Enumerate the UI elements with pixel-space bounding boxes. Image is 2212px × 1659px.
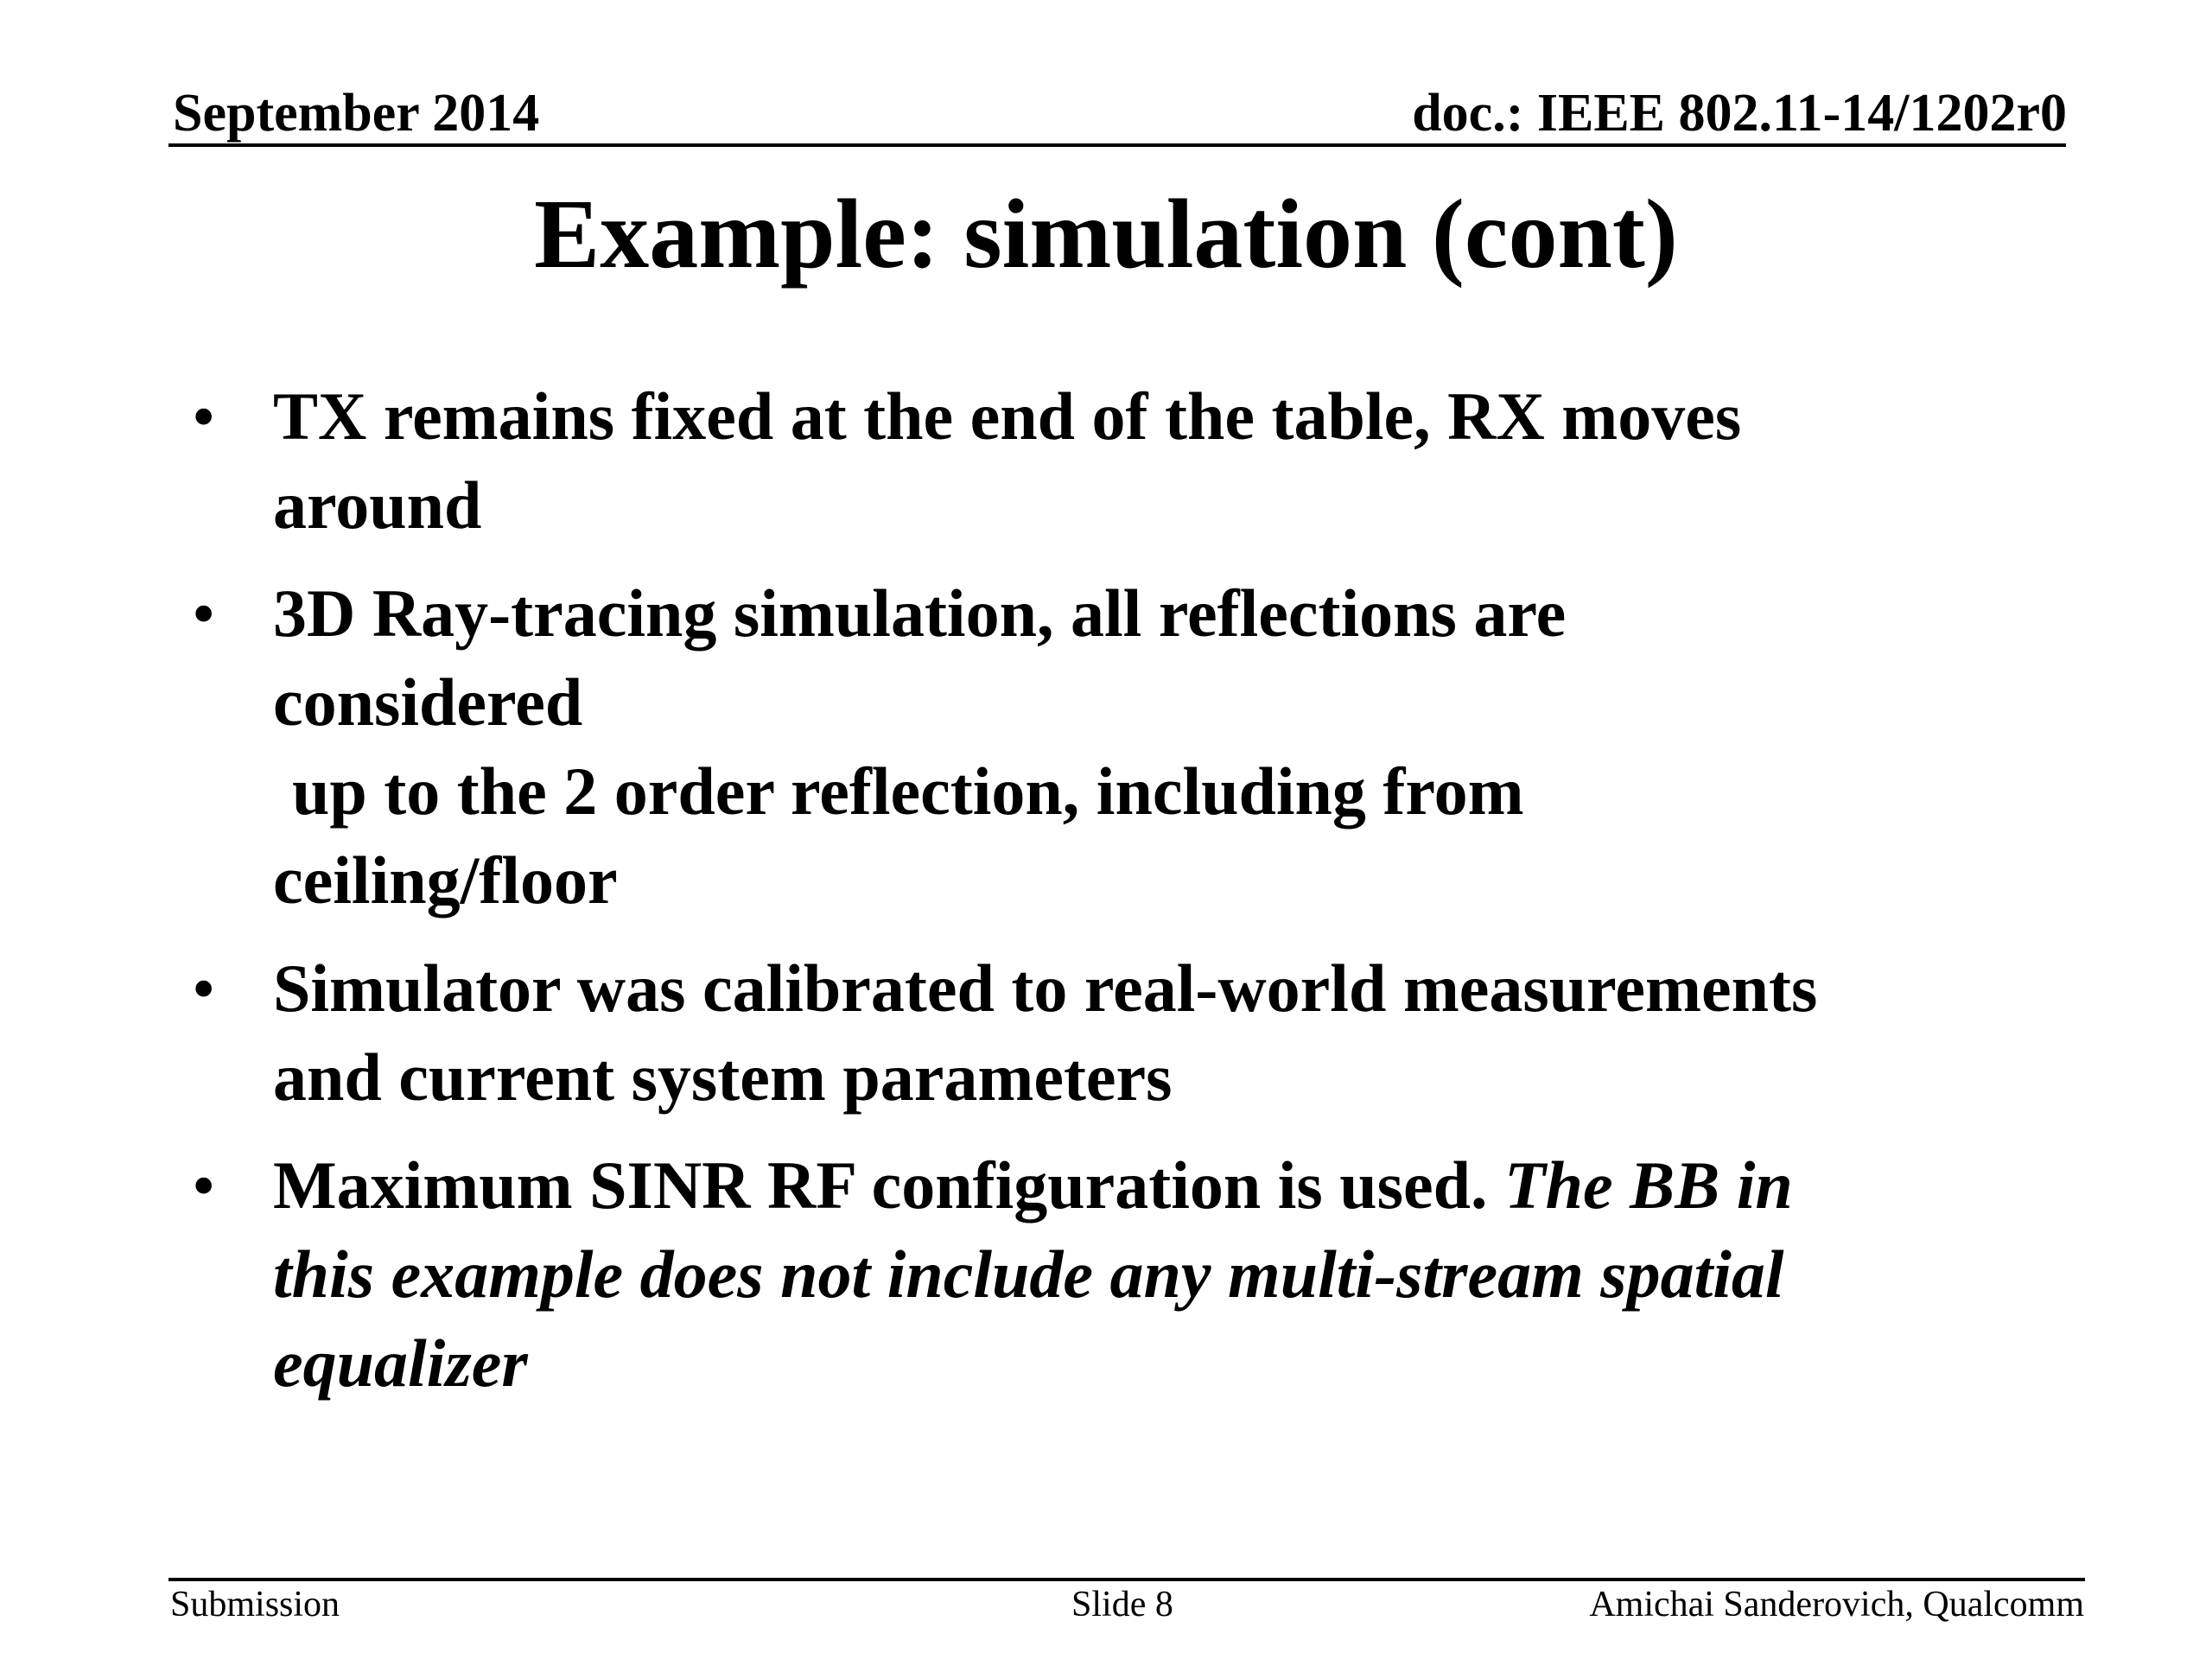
footer-divider	[168, 1578, 2085, 1581]
bullet-list	[181, 372, 2039, 1427]
bullet-item-2	[181, 569, 2039, 925]
bullet-4-bold-text: Maximum SINR RF configuration is used.	[273, 1147, 1505, 1223]
bullet-2-line-3: up to the 2 order reflection, including from	[292, 753, 1524, 829]
bullet-1-line-1: TX remains fixed at the end of the table, RX moves	[273, 378, 1742, 454]
bullet-item-1	[181, 372, 2039, 550]
bullet-marker: •	[192, 575, 216, 651]
bullet-4-line-2: this example does not include any multi-stream spatial	[273, 1236, 1784, 1312]
bullet-item-3	[181, 944, 2039, 1122]
bullet-marker: •	[192, 950, 216, 1026]
footer-submission: Submission	[170, 1585, 340, 1624]
bullet-1-line-2: around	[273, 467, 482, 543]
bullet-marker: •	[192, 1147, 216, 1223]
bullet-2-line-4: ceiling/floor	[273, 842, 618, 918]
bullet-2-line-1: 3D Ray-tracing simulation, all reflections are	[273, 575, 1567, 651]
header-doc-id: doc.: IEEE 802.11-14/1202r0	[1412, 84, 2067, 143]
bullet-4-italic-text: The BB in	[1504, 1147, 1793, 1223]
footer-slide-number: Slide 8	[1071, 1585, 1173, 1624]
footer-author: Amichai Sanderovich, Qualcomm	[1589, 1585, 2084, 1624]
bullet-4-line-1	[273, 1141, 2039, 1230]
slide-title: Example: simulation (cont)	[534, 179, 1678, 289]
bullet-4-line-3: equalizer	[273, 1325, 528, 1401]
bullet-3-line-2: and current system parameters	[273, 1039, 1173, 1115]
bullet-2-line-2: considered	[273, 664, 583, 740]
bullet-3-line-1: Simulator was calibrated to real-world measurements	[273, 950, 1818, 1026]
header-date: September 2014	[173, 84, 540, 143]
header-divider	[168, 143, 2066, 147]
bullet-item-4	[181, 1141, 2039, 1408]
bullet-marker: •	[192, 378, 216, 454]
